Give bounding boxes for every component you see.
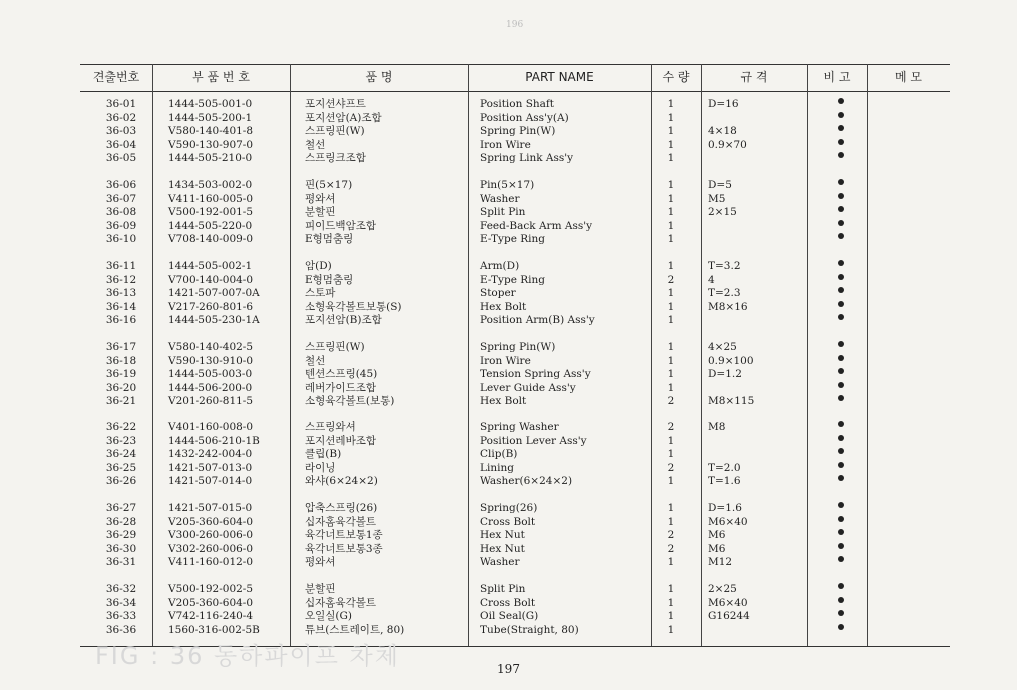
part-name-cell: Position Arm(B) Ass'y: [480, 314, 595, 327]
part-name-cell: Oil Seal(G): [480, 610, 539, 623]
part-number-cell: 1421-507-014-0: [168, 475, 253, 488]
bullet-dot-icon: [838, 341, 844, 347]
table-row: [80, 395, 950, 409]
part-number-cell: 1434-503-002-0: [168, 179, 253, 191]
korean-name-cell: 스토파: [305, 287, 336, 300]
part-number-cell: 1560-316-002-5B: [168, 623, 260, 636]
part-name-cell: Tube(Straight, 80): [480, 623, 579, 636]
korean-name-cell: 철선: [305, 354, 326, 367]
index-no-cell: 36-05: [105, 152, 137, 165]
table-row: [80, 274, 950, 288]
index-no-cell: 36-10: [105, 233, 137, 246]
spec-cell: T=2.3: [708, 287, 741, 300]
korean-name-cell: 분할핀: [305, 206, 336, 219]
index-no-cell: 36-26: [105, 475, 137, 488]
korean-name-cell: 텐션스프링(45): [305, 368, 378, 381]
quantity-cell: 1: [667, 610, 675, 623]
quantity-cell: 2: [667, 273, 675, 286]
spec-cell: M6×40: [708, 515, 748, 528]
table-row: [80, 287, 950, 301]
part-number-cell: V590-130-910-0: [168, 354, 254, 367]
footer-figure-caption: FIG : 36 동하파이프 차체: [95, 642, 400, 670]
quantity-cell: 1: [667, 502, 675, 514]
part-number-cell: 1444-506-200-0: [168, 381, 253, 394]
table-row: [80, 462, 950, 476]
part-name-cell: Cross Bolt: [480, 596, 536, 609]
table-row: [80, 382, 950, 396]
table-row: [80, 233, 950, 247]
table-row: [80, 260, 950, 274]
index-no-cell: 36-34: [105, 596, 137, 609]
bullet-dot-icon: [838, 395, 844, 401]
bullet-dot-icon: [838, 301, 844, 307]
header-quantity: 수 량: [662, 70, 690, 84]
index-no-cell: 36-24: [105, 448, 137, 461]
quantity-cell: 1: [667, 583, 675, 595]
spec-cell: 0.9×70: [708, 138, 747, 151]
part-number-cell: V217-260-801-6: [168, 300, 254, 313]
table-row: [80, 152, 950, 166]
quantity-cell: 1: [667, 354, 675, 367]
part-number-cell: 1444-505-220-0: [168, 219, 253, 232]
part-number-cell: V411-160-012-0: [168, 556, 254, 569]
header-part-number: 부 품 번 호: [192, 70, 250, 84]
index-no-cell: 36-07: [105, 192, 137, 205]
bullet-dot-icon: [838, 220, 844, 226]
quantity-cell: 1: [667, 111, 675, 124]
korean-name-cell: 클립(B): [305, 448, 342, 461]
spec-cell: M8×16: [708, 300, 748, 313]
table-row: [80, 368, 950, 382]
part-number-cell: V500-192-002-5: [168, 583, 254, 595]
spec-cell: 4×18: [708, 125, 737, 138]
part-name-cell: Lever Guide Ass'y: [480, 381, 576, 394]
spec-cell: 4: [708, 273, 715, 286]
table-row: [80, 556, 950, 570]
quantity-cell: 1: [667, 475, 675, 488]
bullet-dot-icon: [838, 179, 844, 185]
part-name-cell: Tension Spring Ass'y: [480, 368, 591, 381]
bullet-dot-icon: [838, 260, 844, 266]
bullet-dot-icon: [838, 314, 844, 320]
korean-name-cell: E형멈춤링: [305, 273, 354, 286]
bullet-dot-icon: [838, 139, 844, 145]
quantity-cell: 1: [667, 515, 675, 528]
part-number-cell: V300-260-006-0: [168, 529, 254, 542]
part-number-cell: V401-160-008-0: [168, 421, 254, 433]
korean-name-cell: 십자홈육각볼트: [305, 596, 377, 609]
table-row: [80, 125, 950, 139]
korean-name-cell: 라이닝: [305, 461, 336, 474]
part-name-cell: Iron Wire: [480, 354, 531, 367]
part-name-cell: Arm(D): [480, 260, 520, 272]
spec-cell: 4×25: [708, 341, 737, 353]
korean-name-cell: 포지션샤프트: [305, 98, 366, 110]
bullet-dot-icon: [838, 421, 844, 427]
spec-cell: 2×15: [708, 206, 737, 219]
index-no-cell: 36-31: [105, 556, 137, 569]
table-row: [80, 502, 950, 516]
part-name-cell: Washer: [480, 556, 520, 569]
table-row: [80, 179, 950, 193]
bullet-dot-icon: [838, 193, 844, 199]
quantity-cell: 2: [667, 395, 675, 408]
index-no-cell: 36-04: [105, 138, 137, 151]
table-row: [80, 220, 950, 234]
index-no-cell: 36-12: [105, 273, 137, 286]
header-remarks: 비 고: [823, 70, 851, 84]
spec-cell: G16244: [708, 610, 750, 623]
korean-name-cell: 소형육각볼트(보통): [305, 395, 395, 408]
table-row: [80, 98, 950, 112]
part-name-cell: Hex Nut: [480, 529, 525, 542]
index-no-cell: 36-32: [105, 583, 137, 595]
quantity-cell: 1: [667, 314, 675, 327]
quantity-cell: 1: [667, 152, 675, 165]
part-number-cell: V708-140-009-0: [168, 233, 254, 246]
part-number-cell: V201-260-811-5: [168, 395, 254, 408]
quantity-cell: 1: [667, 341, 675, 353]
index-no-cell: 36-18: [105, 354, 137, 367]
quantity-cell: 1: [667, 596, 675, 609]
index-no-cell: 36-27: [105, 502, 137, 514]
spec-cell: D=1.2: [708, 368, 742, 381]
bullet-dot-icon: [838, 475, 844, 481]
index-no-cell: 36-03: [105, 125, 137, 138]
header-spec: 규 격: [740, 70, 768, 84]
korean-name-cell: 포지션암(B)조합: [305, 314, 382, 327]
part-name-cell: Hex Bolt: [480, 395, 527, 408]
korean-name-cell: 스프링와셔: [305, 421, 356, 433]
quantity-cell: 1: [667, 192, 675, 205]
bullet-dot-icon: [838, 516, 844, 522]
bullet-dot-icon: [838, 206, 844, 212]
korean-name-cell: 소형육각볼트보통(S): [305, 300, 402, 313]
spec-cell: T=2.0: [708, 461, 741, 474]
header-index-no: 견출번호: [92, 70, 140, 84]
part-name-cell: Hex Nut: [480, 542, 525, 555]
part-number-cell: 1444-505-210-0: [168, 152, 253, 165]
quantity-cell: 1: [667, 260, 675, 272]
part-name-cell: Cross Bolt: [480, 515, 536, 528]
index-no-cell: 36-19: [105, 368, 137, 381]
part-name-cell: Washer: [480, 192, 520, 205]
spec-cell: M8: [708, 421, 726, 433]
table-row: [80, 435, 950, 449]
part-name-cell: Clip(B): [480, 448, 518, 461]
quantity-cell: 1: [667, 219, 675, 232]
quantity-cell: 1: [667, 623, 675, 636]
header-korean-name: 품 명: [365, 70, 393, 84]
index-no-cell: 36-14: [105, 300, 137, 313]
table-row: [80, 206, 950, 220]
korean-name-cell: 포지션레바조합: [305, 434, 377, 447]
quantity-cell: 1: [667, 125, 675, 138]
part-name-cell: Pin(5×17): [480, 179, 535, 191]
part-name-cell: Spring Link Ass'y: [480, 152, 574, 165]
korean-name-cell: 분할핀: [305, 583, 336, 595]
part-number-cell: V205-360-604-0: [168, 515, 254, 528]
bullet-dot-icon: [838, 502, 844, 508]
index-no-cell: 36-23: [105, 434, 137, 447]
part-number-cell: 1421-507-013-0: [168, 461, 253, 474]
korean-name-cell: 평와셔: [305, 556, 336, 569]
bullet-dot-icon: [838, 355, 844, 361]
korean-name-cell: 육각너트보통3종: [305, 542, 383, 555]
bullet-dot-icon: [838, 597, 844, 603]
index-no-cell: 36-01: [105, 98, 137, 110]
quantity-cell: 1: [667, 233, 675, 246]
part-name-cell: Position Lever Ass'y: [480, 434, 587, 447]
part-number-cell: 1444-505-230-1A: [168, 314, 260, 327]
part-name-cell: Lining: [480, 461, 514, 474]
part-name-cell: Spring Pin(W): [480, 125, 556, 138]
bullet-dot-icon: [838, 583, 844, 589]
part-number-cell: V411-160-005-0: [168, 192, 254, 205]
part-name-cell: Washer(6×24×2): [480, 475, 573, 488]
quantity-cell: 1: [667, 179, 675, 191]
index-no-cell: 36-09: [105, 219, 137, 232]
part-name-cell: Stoper: [480, 287, 516, 300]
bullet-dot-icon: [838, 448, 844, 454]
index-no-cell: 36-28: [105, 515, 137, 528]
index-no-cell: 36-20: [105, 381, 137, 394]
quantity-cell: 2: [667, 529, 675, 542]
quantity-cell: 1: [667, 206, 675, 219]
spec-cell: T=3.2: [708, 260, 741, 272]
part-number-cell: V700-140-004-0: [168, 273, 254, 286]
index-no-cell: 36-06: [105, 179, 137, 191]
spec-cell: M5: [708, 192, 726, 205]
part-name-cell: Iron Wire: [480, 138, 531, 151]
korean-name-cell: 압축스프링(26): [305, 502, 378, 514]
bullet-dot-icon: [838, 624, 844, 630]
korean-name-cell: 스프링크조합: [305, 152, 366, 165]
bullet-dot-icon: [838, 112, 844, 118]
korean-name-cell: 핀(5×17): [305, 179, 353, 191]
korean-name-cell: 오일실(G): [305, 610, 353, 623]
header-part-name: PART NAME: [525, 70, 594, 84]
page-number: 197: [497, 662, 520, 676]
part-name-cell: Spring(26): [480, 502, 538, 514]
korean-name-cell: 레버가이드조합: [305, 381, 377, 394]
korean-name-cell: 철선: [305, 138, 326, 151]
table-row: [80, 529, 950, 543]
index-no-cell: 36-30: [105, 542, 137, 555]
table-row: [80, 543, 950, 557]
part-number-cell: 1444-505-002-1: [168, 260, 253, 272]
part-number-cell: V742-116-240-4: [168, 610, 254, 623]
bullet-dot-icon: [838, 556, 844, 562]
part-number-cell: V580-140-401-8: [168, 125, 254, 138]
bullet-dot-icon: [838, 233, 844, 239]
korean-name-cell: 스프링핀(W): [305, 125, 365, 138]
bullet-dot-icon: [838, 382, 844, 388]
korean-name-cell: 포지션암(A)조합: [305, 111, 382, 124]
bullet-dot-icon: [838, 287, 844, 293]
part-number-cell: 1421-507-015-0: [168, 502, 253, 514]
part-number-cell: 1432-242-004-0: [168, 448, 253, 461]
korean-name-cell: 와샤(6×24×2): [305, 475, 378, 488]
quantity-cell: 1: [667, 300, 675, 313]
table-row: [80, 355, 950, 369]
bullet-dot-icon: [838, 543, 844, 549]
part-number-cell: 1444-506-210-1B: [168, 434, 260, 447]
bullet-dot-icon: [838, 610, 844, 616]
index-no-cell: 36-11: [105, 260, 137, 272]
index-no-cell: 36-25: [105, 461, 137, 474]
table-row: [80, 193, 950, 207]
korean-name-cell: 육각너트보통1종: [305, 529, 383, 542]
bullet-dot-icon: [838, 435, 844, 441]
part-name-cell: Split Pin: [480, 206, 526, 219]
index-no-cell: 36-17: [105, 341, 137, 353]
spec-cell: 0.9×100: [708, 354, 754, 367]
korean-name-cell: E형멈춤링: [305, 233, 354, 246]
index-no-cell: 36-33: [105, 610, 137, 623]
quantity-cell: 2: [667, 542, 675, 555]
quantity-cell: 1: [667, 368, 675, 381]
quantity-cell: 1: [667, 287, 675, 300]
part-name-cell: E-Type Ring: [480, 233, 545, 246]
quantity-cell: 2: [667, 421, 675, 433]
korean-name-cell: 피이드백암조합: [305, 219, 377, 232]
part-number-cell: 1421-507-007-0A: [168, 287, 260, 300]
table-row: [80, 421, 950, 435]
part-number-cell: 1444-505-200-1: [168, 111, 253, 124]
part-number-cell: V590-130-907-0: [168, 138, 254, 151]
index-no-cell: 36-13: [105, 287, 137, 300]
index-no-cell: 36-16: [105, 314, 137, 327]
part-number-cell: V500-192-001-5: [168, 206, 254, 219]
quantity-cell: 1: [667, 98, 675, 110]
index-no-cell: 36-08: [105, 206, 137, 219]
quantity-cell: 1: [667, 556, 675, 569]
spec-cell: D=5: [708, 179, 732, 191]
table-row: [80, 301, 950, 315]
table-row: [80, 583, 950, 597]
quantity-cell: 1: [667, 138, 675, 151]
bullet-dot-icon: [838, 462, 844, 468]
index-no-cell: 36-02: [105, 111, 137, 124]
korean-name-cell: 십자홈육각볼트: [305, 515, 377, 528]
index-no-cell: 36-36: [105, 623, 137, 636]
bullet-dot-icon: [838, 529, 844, 535]
table-row: [80, 597, 950, 611]
quantity-cell: 1: [667, 381, 675, 394]
korean-name-cell: 암(D): [305, 260, 332, 272]
part-name-cell: Hex Bolt: [480, 300, 527, 313]
index-no-cell: 36-21: [105, 395, 137, 408]
spec-cell: M6×40: [708, 596, 748, 609]
table-row: [80, 314, 950, 328]
table-row: [80, 475, 950, 489]
spec-cell: D=16: [708, 98, 739, 110]
quantity-cell: 1: [667, 448, 675, 461]
bullet-dot-icon: [838, 125, 844, 131]
top-page-mark: 196: [506, 20, 524, 30]
spec-cell: M8×115: [708, 395, 755, 408]
korean-name-cell: 튜브(스트레이트, 80): [305, 623, 405, 636]
part-name-cell: Position Ass'y(A): [480, 111, 569, 124]
spec-cell: M6: [708, 529, 726, 542]
part-name-cell: Feed-Back Arm Ass'y: [480, 219, 593, 232]
part-name-cell: Split Pin: [480, 583, 526, 595]
spec-cell: M12: [708, 556, 733, 569]
part-name-cell: Spring Pin(W): [480, 341, 556, 353]
spec-cell: D=1.6: [708, 502, 742, 514]
spec-cell: T=1.6: [708, 475, 741, 488]
part-name-cell: Spring Washer: [480, 421, 559, 433]
bullet-dot-icon: [838, 274, 844, 280]
table-row: [80, 341, 950, 355]
spec-cell: M6: [708, 542, 726, 555]
part-number-cell: V580-140-402-5: [168, 341, 254, 353]
part-number-cell: V302-260-006-0: [168, 542, 254, 555]
quantity-cell: 2: [667, 461, 675, 474]
header-memo: 메 모: [895, 70, 922, 84]
part-number-cell: 1444-505-001-0: [168, 98, 253, 110]
part-number-cell: 1444-505-003-0: [168, 368, 253, 381]
part-number-cell: V205-360-604-0: [168, 596, 254, 609]
index-no-cell: 36-29: [105, 529, 137, 542]
table-row: [80, 139, 950, 153]
korean-name-cell: 평와셔: [305, 192, 336, 205]
korean-name-cell: 스프링핀(W): [305, 341, 365, 353]
bullet-dot-icon: [838, 152, 844, 158]
bullet-dot-icon: [838, 98, 844, 104]
table-row: [80, 112, 950, 126]
parts-table: [80, 64, 950, 650]
table-row: [80, 610, 950, 624]
spec-cell: 2×25: [708, 583, 737, 595]
quantity-cell: 1: [667, 434, 675, 447]
index-no-cell: 36-22: [105, 421, 137, 433]
bullet-dot-icon: [838, 368, 844, 374]
table-row: [80, 516, 950, 530]
table-row: [80, 448, 950, 462]
part-name-cell: Position Shaft: [480, 98, 555, 110]
part-name-cell: E-Type Ring: [480, 273, 545, 286]
